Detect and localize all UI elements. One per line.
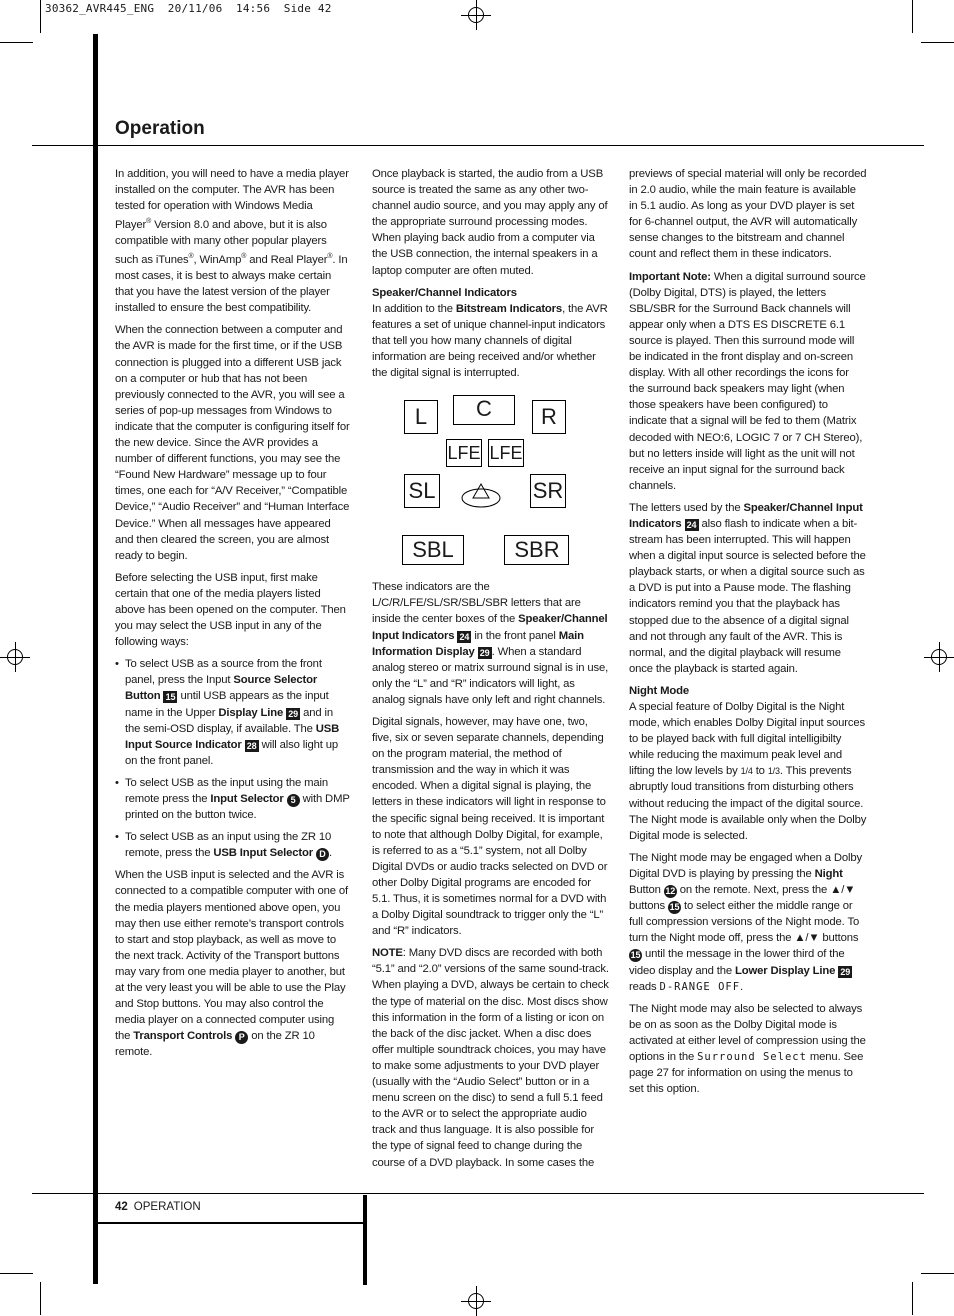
callout-circle-icon: 15 (669, 902, 680, 913)
paragraph: These indicators are the L/C/R/LFE/SL/SR/SBL/SBR letters that are inside the center boxes of the Speaker/Channel Input Indicators 24 in the front panel Main Information Display 29 . When a standard analog stereo or matrix surround signal is in use, only the “L” and “R” indicators will light, as analog signals have only left and right channels. (372, 581, 609, 706)
section-heading: Night Mode (629, 684, 689, 697)
section-heading: Speaker/Channel Indicators (372, 286, 517, 299)
menu-name: Surround Select (697, 1050, 807, 1063)
registration-mark-icon (461, 1286, 491, 1316)
callout-number-icon: 28 (245, 740, 259, 752)
paragraph: A special feature of Dolby Digital is the Night mode, which enables Dolby Digital input sources to be played back with full digital intelligibilty while reducing the maximum peak level and lifting the low levels by 1/4 to 1/3. This prevents abruptly loud transitions from disturbing others without reducing the impact of the digital source. The Night mode is available only when the Dolby Digital mode is selected. (629, 701, 867, 842)
registration-mark-icon (461, 0, 491, 30)
listener-icon (459, 478, 503, 510)
paragraph: Important Note: When a digital surround source (Dolby Digital, DTS) is played, the letters SBL/SBR for the Surround Back channels will appear only when a DTS ES DISCRETE 6.1 source is played. Then this surround mode will be indicated in the front display and on-screen display. With all other recordings the icons for the surround back speakers may light (when those speakers have been configured) to indicate that a signal will be fed to them (Matrix decoded with NEO:6, LOGIC 7 or 7 CH Stereo), but no letters inside will light as the unit will not receive an input signal for the surround back channels. (629, 270, 866, 492)
footer-section: OPERATION (133, 1201, 201, 1213)
callout-number-icon: 29 (838, 966, 852, 978)
callout-number-icon: 15 (163, 691, 177, 703)
callout-number-icon: 29 (286, 708, 300, 720)
callout-circle-icon: D (316, 848, 329, 861)
indicator-l: L (404, 400, 438, 434)
paragraph: In addition, you will need to have a media player installed on the computer. The AVR has been tested for operation with Windows Media Player® Version 8.0 and above, but it is also compatible with many other popular players such as iTunes®, WinAmp® and Real Player®. In most cases, it is best to always make certain that you have the latest version of the player installed to ensure the best compatibility. (115, 168, 349, 315)
paragraph: The Night mode may also be selected to always be on as soon as the Dolby Digital mode is activated at either level of compression using the options in the Surround Select menu. See page 27 for information on using the menus to set this option. (629, 1002, 866, 1096)
indicator-lfe-2: LFE (488, 439, 524, 467)
indicator-sbl: SBL (412, 537, 454, 562)
list-item: • To select USB as an input using the ZR 10 remote, press the USB Input Selector D . (115, 829, 351, 861)
indicator-sr: SR (530, 474, 566, 508)
crop-mark (40, 0, 41, 33)
callout-circle-icon: 5 (287, 794, 300, 807)
column-1 (115, 166, 351, 1067)
speaker-channel-indicator-diagram (396, 392, 582, 576)
paragraph: Before selecting the USB input, first make certain that one of the media players listed above has been opened on the computer. Then you may select the USB input in any of the following ways: (115, 571, 346, 649)
crop-mark (40, 1282, 41, 1315)
callout-number-icon: 29 (478, 647, 492, 659)
callout-number-icon: 24 (457, 631, 471, 643)
page-title: Operation (115, 118, 205, 139)
crop-mark (0, 1273, 33, 1274)
callout-circle-icon: 12 (665, 886, 676, 897)
print-slug: 30362_AVR445_ENG 20/11/06 14:56 Side 42 (45, 2, 332, 15)
title-rule (32, 145, 924, 146)
up-down-arrow-icon: ▲/▼ (830, 884, 856, 897)
list-item: • To select USB as the input using the main remote press the Input Selector 5 with DMP printed on the button twice. (115, 775, 351, 823)
paragraph: The letters used by the Speaker/Channel Input Indicators 24 also flash to indicate when a bit-stream has been interrupted. This will happen when a digital input source is selected before the playback starts, or when a digital source such as a DVD is put into a Pause mode. The flashing indicators remind you that the playback has stopped due to the absence of a digital signal and not through any fault of the AVR. This is normal, and the digital playback will resume once the playback is started again. (629, 501, 866, 675)
indicator-c: C (476, 396, 492, 421)
up-down-arrow-icon: ▲/▼ (794, 932, 820, 945)
indicator-r: R (532, 400, 566, 434)
paragraph: Once playback is started, the audio from a USB source is treated the same as any other two-channel audio source, and you may apply any of the appropriate surround processing modes. When playing back audio from a computer via the USB connection, the internal speakers in a laptop computer are often muted. (372, 168, 608, 277)
list-item: • To select USB as a source from the front panel, press the Input Source Selector Button 15 until USB appears as the input name in the Upper Display Line 29 and in the semi-OSD display, if available. The USB Input Source Indicator 28 will also light up on the front panel. (115, 656, 351, 769)
crop-mark (921, 42, 954, 43)
column-3 (629, 166, 867, 1103)
page-left-bar (93, 34, 98, 1284)
paragraph: In addition to the Bitstream Indicators, the AVR features a set of unique channel-input indicators that tell you how many channels of digital information are being received and/or whether the digital signal is interrupted. (372, 302, 608, 380)
paragraph: Digital signals, however, may have one, two, five, six or seven separate channels, depending on the program material, the method of transmission and the way in which it was encoded. When a digital signal is playing, the letters in these indicators will light in response to the specific signal being received. It is important to note that although Dolby Digital, for example, is referred to as a “5.1” system, not all Dolby Digital DVDs or audio tracks selected on DVD or other Dolby Digital programs are encoded for 5.1. Thus, it is sometimes normal for a DVD with a Dolby Digital soundtrack to trigger only the “L” and “R” indicators. (372, 715, 608, 938)
footer-rule (32, 1193, 924, 1194)
paragraph: The Night mode may be engaged when a Dolby Digital DVD is playing by pressing the Night Button 12 on the remote. Next, press the ▲/▼ buttons 15 to select either the middle range or full compression versions of the Night mode. To turn the Night mode off, press the ▲/▼ buttons 15 until the message in the lower third of the video display and the Lower Display Line 29 reads D-RANGE OFF. (629, 851, 862, 993)
callout-circle-icon: P (235, 1031, 248, 1044)
paragraph: When the USB input is selected and the AVR is connected to a compatible computer with one of the media players mentioned above open, you may then use either remote’s transport controls to start and stop playback, as well as move to the next track. Activity of the Transport buttons may vary from one media player to another, but at the very least you will be able to use the Play and Stop buttons. You may also control the media player on a connected computer using the Transport Controls P on the ZR 10 remote. (115, 869, 348, 1059)
page-number: 42 (115, 1201, 128, 1213)
display-message: D-RANGE OFF (659, 980, 741, 993)
paragraph: NOTE: Many DVD discs are recorded with both “5.1” and “2.0” versions of the same sound-track. When playing a DVD, always be certain to check the type of material on the disc. Most discs show this information in the form of a listing or icon on the back of the disc jacket. When a disc does offer multiple soundtrack choices, you may have to make some adjustments to your DVD player (usually with the “Audio Select” button or in a menu screen on the disc) to send a full 5.1 feed to the AVR or to select the appropriate audio track and thus language. It is also possible for the type of signal feed to change during the course of a DVD playback. In some cases the (372, 947, 609, 1169)
registration-mark-icon (924, 642, 954, 672)
crop-mark (912, 0, 913, 33)
page-footer (115, 1201, 201, 1213)
footer-divider (363, 1195, 367, 1285)
paragraph: When the connection between a computer and the AVR is made for the first time, or if the USB connection is plugged into a different USB jack on a computer or hub that has not been previously connected to the AVR, you will see a series of pop-up messages from Windows to indicate that the computer is configuring itself for the new device. Since the AVR provides a number of different functions, you may see the “Found New Hardware” message up to four times, one each for “A/V Receiver,” “Compatible Device,” “Audio Receiver” and “Human Interface Device.” When all messages have appeared and then cleared the screen, you are almost ready to begin. (115, 324, 350, 562)
paragraph: previews of special material will only be recorded in 2.0 audio, while the main feature is available in 5.1 audio. As long as your DVD player is set for 6-channel output, the AVR will automatically sense changes to the bitstream and channel count and reflect them in these indicators. (629, 168, 867, 261)
column-2 (372, 166, 609, 1177)
crop-mark (912, 1282, 913, 1315)
crop-mark (0, 42, 33, 43)
usb-selection-list (115, 656, 351, 861)
indicator-sl: SL (404, 474, 440, 508)
registration-mark-icon (0, 642, 30, 672)
callout-circle-icon: 15 (630, 950, 641, 961)
callout-number-icon: 24 (685, 519, 699, 531)
crop-mark (921, 1273, 954, 1274)
indicator-sbr: SBR (514, 537, 560, 562)
indicator-lfe-1: LFE (446, 439, 482, 467)
